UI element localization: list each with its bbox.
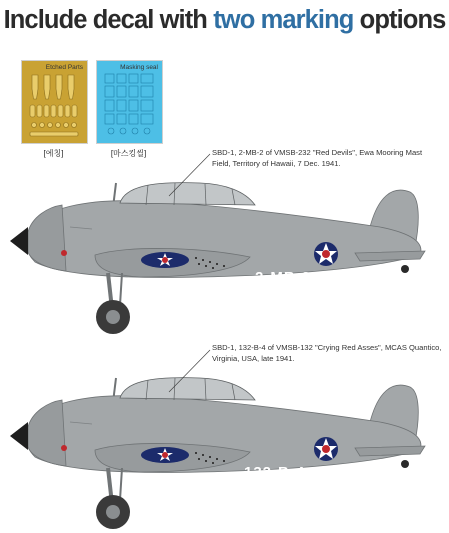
marking-2-description: SBD-1, 132-B-4 of VMSB-132 "Crying Red Asses", MCAS Quantico, Virginia, USA, late 1941. xyxy=(212,343,442,363)
aircraft-2 xyxy=(10,378,425,529)
masking-seal-title: Masking seal xyxy=(120,64,158,71)
etched-parts-title: Etched Parts xyxy=(45,64,83,71)
etched-parts-caption: [에칭] xyxy=(43,149,64,158)
headline-part1: Include decal with xyxy=(3,6,214,34)
aircraft-1-code: 2-MB-2 xyxy=(255,269,312,286)
marking-1-description: SBD-1, 2-MB-2 of VMSB-232 "Red Devils", Ewa Mooring Mast Field, Territory of Hawaii, 7 Dec. 1941. xyxy=(212,148,423,168)
headline-accent: two marking xyxy=(213,6,354,34)
aircraft-1 xyxy=(10,183,425,334)
headline-part2: options xyxy=(353,6,446,34)
masking-seal-caption: [마스킹씰] xyxy=(110,149,147,158)
aircraft-2-code: 132-B-4 xyxy=(244,464,306,481)
